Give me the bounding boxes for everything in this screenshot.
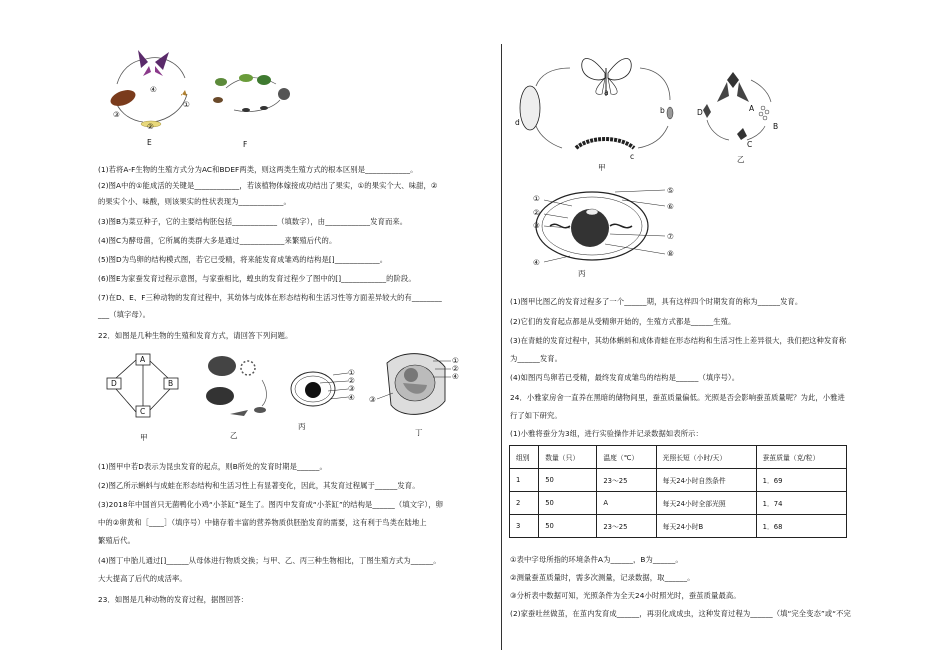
bing-mark-3: ③ <box>348 384 355 393</box>
table-cell: 3 <box>510 515 539 538</box>
egg-mark-6: ⑥ <box>667 202 674 211</box>
ding-mark-4: ④ <box>452 372 459 381</box>
yi-caption: 乙 <box>230 431 238 440</box>
table-cell: 2 <box>510 492 539 515</box>
table-cell: 1 <box>510 469 539 492</box>
jia-mark-d: d <box>515 118 520 127</box>
table-header: 温度（℃） <box>597 446 656 469</box>
figure-jia-complete-metamorphosis <box>510 48 690 178</box>
q24-line-2: 行了如下研究。 <box>510 411 562 420</box>
table-cell: 50 <box>539 492 597 515</box>
q22-line-5: 繁殖后代。 <box>98 536 135 545</box>
table-header: 数量（只） <box>539 446 597 469</box>
label-e: E <box>147 138 152 147</box>
q23-line-2: (2)它们的发育起点都是从受精卵开始的，生殖方式都是______生殖。 <box>510 317 736 326</box>
ding-mark-3: ③ <box>369 395 376 404</box>
q24-line-3: (1)小雅将蚕分为3组，进行实验操作并记录数据如表所示： <box>510 429 703 438</box>
table-cell: 50 <box>539 469 597 492</box>
right-column <box>510 0 895 672</box>
jia-caption: 甲 <box>140 433 148 442</box>
bing-mark-2: ② <box>348 376 355 385</box>
bing-mark-1: ① <box>348 368 355 377</box>
figure-yi-frog-cycle <box>200 350 275 442</box>
bing-mark-4: ④ <box>348 393 355 402</box>
label-f: F <box>243 140 248 149</box>
figure-bing-bird-egg <box>510 186 700 281</box>
table-header: 蚕茧质量（克/粒） <box>756 446 846 469</box>
yi-mark-b: B <box>773 122 779 131</box>
table-cell: 每天24小时B <box>656 515 756 538</box>
table-cell: 1．69 <box>756 469 846 492</box>
figure-e-butterfly-cycle <box>103 48 198 147</box>
q23-line-3: (3)在青蛙的发育过程中，其幼体蝌蚪和成体青蛙在形态结构和生活习性上差异很大，我们把这种发育称 <box>510 336 847 345</box>
q23-line-1: (1)图甲比图乙的发育过程多了一个______期，具有这样四个时期发育的称为______发育。 <box>510 297 803 306</box>
ding-caption: 丁 <box>415 428 423 437</box>
label-circle3: ③ <box>113 110 120 119</box>
jia-label-c: C <box>140 407 146 416</box>
jia-mark-a: a <box>604 88 609 97</box>
egg-mark-5: ⑤ <box>667 186 674 195</box>
yi-mark-c: C <box>747 140 753 149</box>
q22-line-4: 中的②卵黄和［____］（填序号）中储存着丰富的营养物质供胚胎发育的需要，这有利于鸟类在陆地上 <box>98 518 427 527</box>
jia-label-d: D <box>111 379 117 388</box>
egg-mark-4: ④ <box>533 258 540 267</box>
jia-mark-b: b <box>660 106 665 115</box>
table-row <box>510 492 847 515</box>
silk-experiment-table <box>509 445 847 538</box>
q22-line-6: (4)图丁中胎儿通过[]______从母体进行物质交换；与甲、乙、丙三种生物相比，丁图生殖方式为______。 <box>98 556 441 565</box>
table-header: 组别 <box>510 446 539 469</box>
q21-line-8: (7)在D、E、F三种动物的发育过程中，其幼体与成体在形态结构和生活习性等方面差异较大的有________ <box>98 293 442 302</box>
q21-line-1: (1)若将A-F生物的生殖方式分为AC和BDEF两类，则这两类生殖方式的根本区别是____________。 <box>98 165 418 174</box>
egg-mark-7: ⑦ <box>667 232 674 241</box>
table-cell: 每天24小时自然条件 <box>656 469 756 492</box>
table-header-row <box>510 446 847 469</box>
table-cell: 1．74 <box>756 492 846 515</box>
left-column <box>98 0 490 672</box>
egg-mark-2: ② <box>533 208 540 217</box>
q21-line-7: (6)图E为家蚕发育过程示意图，与家蚕相比，蝗虫的发育过程少了图中的[]____________的阶段。 <box>98 274 416 283</box>
q21-line-5: (4)图C为酵母菌，它所属的类群大多是通过____________来繁殖后代的。 <box>98 236 337 245</box>
table-row <box>510 469 847 492</box>
table-cell: 50 <box>539 515 597 538</box>
q22-line-7: 大大提高了后代的成活率。 <box>98 574 187 583</box>
q22-line-2: (2)图乙所示蝌蚪与成蛙在形态结构和生活习性上有显著变化，因此，其发育过程属于______发育。 <box>98 481 420 490</box>
egg-caption: 丙 <box>578 269 586 278</box>
q21-line-6: (5)图D为鸟卵的结构模式图，若它已受精，将来能发育成雏鸡的结构是[]____________。 <box>98 255 388 264</box>
q21-line-3: 的果实个小、味酸，则该果实的性状表现为____________。 <box>98 197 291 206</box>
column-divider <box>501 44 502 650</box>
figure-f-frog-cycle <box>206 70 296 149</box>
q22-line-3: (3)2018年中国首只无菌鸭化小鸡“小茶缸”诞生了。图丙中发育成“小茶缸”的结构是______（填文字），卵 <box>98 500 444 509</box>
table-header: 光照长短（小时/天） <box>656 446 756 469</box>
table-cell: 每天24小时全部光照 <box>656 492 756 515</box>
q21-line-2: (2)图A中的①能成活的关键是____________，若该植物体嫁接成功结出了果实，①的果实个大、味甜，② <box>98 181 438 190</box>
figure-yi-incomplete-metamorphosis <box>695 62 790 167</box>
q23-title: 23．如图是几种动物的发育过程，据图回答： <box>98 595 249 604</box>
figure-bing-egg <box>288 367 363 442</box>
ding-mark-2: ② <box>452 364 459 373</box>
label-circle2: ② <box>147 122 154 131</box>
jia-label-a: A <box>140 355 146 364</box>
q24-line-1: 24．小雅家房舍一直养在黑暗的储物间里，蚕茧质量偏低。光照是否会影响蚕茧质量呢？为此，小雅进 <box>510 393 845 402</box>
label-circle4: ④ <box>150 85 157 94</box>
table-cell: 23～25 <box>597 469 656 492</box>
egg-mark-8: ⑧ <box>667 249 674 258</box>
q21-line-4: (3)图B为菜豆种子，它的主要结构胚包括____________（填数字），由____________发育而来。 <box>98 217 408 226</box>
yi-mark-a: A <box>749 104 755 113</box>
table-row <box>510 515 847 538</box>
q24-after-3: ③分析表中数据可知，光照条件为全天24小时照光时，蚕茧质量最高。 <box>510 591 741 600</box>
egg-mark-1: ① <box>533 194 540 203</box>
q24-after-4: (2)家蚕吐丝做茧，在茧内发育成______，再羽化成成虫，这种发育过程为______（填“完全变态”或“不完 <box>510 609 851 618</box>
q21-line-9: ___（填字母）。 <box>98 310 150 319</box>
jia-caption-right: 甲 <box>598 163 606 172</box>
q22-line-1: (1)图甲中若D表示为昆虫发育的起点，则B所处的发育时期是______。 <box>98 462 327 471</box>
jia-label-b: B <box>168 379 174 388</box>
label-circle1: ① <box>183 100 190 109</box>
figure-ding-fetus <box>369 353 468 441</box>
q24-after-1: ①表中字母所指的环境条件A为______，B为______。 <box>510 555 683 564</box>
bing-caption: 丙 <box>298 422 306 431</box>
ding-mark-1: ① <box>452 356 459 365</box>
yi-caption-right: 乙 <box>737 155 745 164</box>
egg-mark-3: ③ <box>533 221 540 230</box>
figure-jia-cycle <box>106 352 191 442</box>
jia-mark-c: c <box>630 152 635 161</box>
table-cell: 23～25 <box>597 515 656 538</box>
table-cell: 1．68 <box>756 515 846 538</box>
yi-mark-d: D <box>697 108 703 117</box>
q23-line-4: 为______发育。 <box>510 354 563 363</box>
q22-title: 22．如图是几种生物的生殖和发育方式，请回答下列问题。 <box>98 331 293 340</box>
table-cell: A <box>597 492 656 515</box>
q24-after-2: ②测量蚕茧质量时，需多次测量，记录数据，取______。 <box>510 573 695 582</box>
q23-line-5: (4)如图丙鸟卵若已受精，最终发育成雏鸟的结构是______（填序号）。 <box>510 373 740 382</box>
